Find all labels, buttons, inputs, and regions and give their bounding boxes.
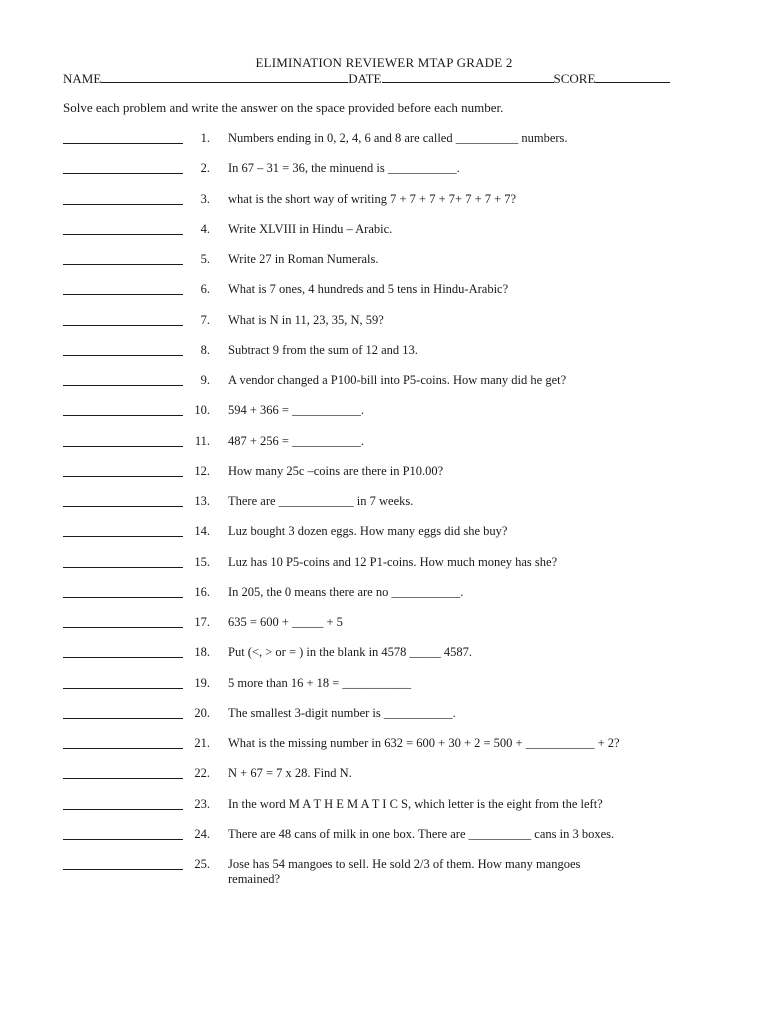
question-row — [63, 706, 703, 726]
question-number: 8. — [200, 342, 210, 357]
question-number: 4. — [200, 221, 210, 236]
question-row — [63, 797, 703, 817]
question-text: Write XLVIII in Hindu – Arabic. — [228, 221, 393, 236]
answer-blank[interactable] — [63, 657, 183, 658]
score-label: SCORE — [553, 71, 596, 86]
question-number: 5. — [200, 252, 210, 266]
question-text: Luz bought 3 dozen eggs. How many eggs did she buy? — [228, 524, 508, 539]
answer-blank[interactable] — [63, 204, 183, 205]
question-text: Subtract 9 from the sum of 12 and 13. — [228, 342, 418, 357]
question-row — [63, 857, 703, 886]
worksheet-title: ELIMINATION REVIEWER MTAP GRADE 2 — [255, 55, 513, 70]
name-label: NAME — [63, 71, 102, 86]
question-number: 25. — [194, 857, 210, 871]
question-row — [63, 343, 703, 363]
question-number: 20. — [194, 705, 210, 720]
question-row — [63, 434, 703, 454]
question-row — [63, 827, 703, 847]
question-text: N + 67 = 7 x 28. Find N. — [228, 766, 352, 781]
question-row — [63, 282, 703, 302]
question-number: 12. — [194, 463, 210, 478]
question-row — [63, 585, 703, 605]
answer-blank[interactable] — [63, 748, 183, 749]
question-text: Put (<, > or = ) in the blank in 4578 _____ 4587. — [228, 645, 473, 660]
question-row — [63, 645, 703, 665]
question-text: What is N in 11, 23, 35, N, 59? — [228, 312, 384, 327]
question-row — [63, 403, 703, 423]
answer-blank[interactable] — [63, 294, 183, 295]
question-row — [63, 766, 703, 786]
question-text: A vendor changed a P100-bill into P5-coins. How many did he get? — [228, 373, 567, 387]
answer-blank[interactable] — [63, 597, 183, 598]
question-text: Write 27 in Roman Numerals. — [228, 252, 379, 266]
date-blank[interactable] — [382, 71, 554, 83]
question-number: 9. — [200, 373, 210, 387]
answer-blank[interactable] — [63, 778, 183, 779]
name-blank[interactable] — [101, 71, 348, 83]
question-text: What is the missing number in 632 = 600 + 30 + 2 = 500 + ___________ + 2? — [228, 736, 620, 750]
question-number: 3. — [200, 191, 210, 206]
student-info-line — [63, 71, 695, 87]
answer-blank[interactable] — [63, 567, 183, 568]
answer-blank[interactable] — [63, 506, 183, 507]
question-row — [63, 222, 703, 242]
question-number: 17. — [194, 615, 210, 629]
question-row — [63, 131, 703, 151]
answer-blank[interactable] — [63, 355, 183, 356]
question-text: 594 + 366 = ___________. — [228, 403, 364, 418]
question-text: What is 7 ones, 4 hundreds and 5 tens in Hindu-Arabic? — [228, 282, 509, 297]
question-number: 21. — [194, 736, 210, 750]
question-text: In 205, the 0 means there are no ___________. — [228, 584, 464, 599]
question-row — [63, 524, 703, 544]
question-number: 19. — [194, 675, 210, 690]
answer-blank[interactable] — [63, 718, 183, 719]
question-number: 14. — [194, 524, 210, 539]
question-number: 22. — [194, 766, 210, 781]
question-row — [63, 313, 703, 333]
question-text: 487 + 256 = ___________. — [228, 433, 364, 448]
question-number: 13. — [194, 494, 210, 508]
answer-blank[interactable] — [63, 415, 183, 416]
question-text: There are 48 cans of milk in one box. There are __________ cans in 3 boxes. — [228, 826, 615, 841]
question-row — [63, 161, 703, 181]
question-number: 24. — [194, 826, 210, 841]
question-row — [63, 192, 703, 212]
question-text: Luz has 10 P5-coins and 12 P1-coins. How much money has she? — [228, 554, 558, 569]
question-text: 5 more than 16 + 18 = ___________ — [228, 675, 412, 690]
question-number: 16. — [194, 584, 210, 599]
question-number: 1. — [200, 131, 210, 145]
question-text: 635 = 600 + _____ + 5 — [228, 615, 343, 629]
answer-blank[interactable] — [63, 385, 183, 386]
question-text: The smallest 3-digit number is ___________. — [228, 705, 456, 720]
answer-blank[interactable] — [63, 476, 183, 477]
answer-blank[interactable] — [63, 809, 183, 810]
question-row — [63, 615, 703, 635]
question-row — [63, 736, 703, 756]
question-text: In 67 – 31 = 36, the minuend is ___________. — [228, 161, 460, 176]
answer-blank[interactable] — [63, 688, 183, 689]
question-number: 6. — [200, 282, 210, 297]
question-text: Numbers ending in 0, 2, 4, 6 and 8 are called __________ numbers. — [228, 131, 568, 145]
answer-blank[interactable] — [63, 446, 183, 447]
question-number: 18. — [194, 645, 210, 660]
question-row — [63, 464, 703, 484]
score-blank[interactable] — [595, 71, 670, 83]
answer-blank[interactable] — [63, 839, 183, 840]
date-label: DATE — [348, 71, 382, 86]
answer-blank[interactable] — [63, 627, 183, 628]
question-row — [63, 676, 703, 696]
question-number: 2. — [200, 161, 210, 176]
question-number: 10. — [194, 403, 210, 418]
answer-blank[interactable] — [63, 173, 183, 174]
answer-blank[interactable] — [63, 143, 183, 144]
answer-blank[interactable] — [63, 869, 183, 870]
question-number: 11. — [194, 433, 210, 448]
question-text: How many 25c –coins are there in P10.00? — [228, 463, 444, 478]
question-text: Jose has 54 mangoes to sell. He sold 2/3 of them. How many mangoes remained? — [228, 857, 581, 886]
question-text: In the word M A T H E M A T I C S, which letter is the eight from the left? — [228, 796, 603, 811]
question-text: There are ____________ in 7 weeks. — [228, 494, 414, 508]
question-number: 15. — [194, 554, 210, 569]
question-row — [63, 555, 703, 575]
question-row — [63, 252, 703, 272]
question-text: what is the short way of writing 7 + 7 + 7 + 7+ 7 + 7 + 7? — [228, 191, 517, 206]
question-row — [63, 494, 703, 514]
instructions: Solve each problem and write the answer on the space provided before each number. — [63, 100, 504, 115]
answer-blank[interactable] — [63, 264, 183, 265]
question-number: 7. — [200, 312, 210, 327]
answer-blank[interactable] — [63, 325, 183, 326]
question-number: 23. — [194, 796, 210, 811]
answer-blank[interactable] — [63, 536, 183, 537]
question-row — [63, 373, 703, 393]
answer-blank[interactable] — [63, 234, 183, 235]
